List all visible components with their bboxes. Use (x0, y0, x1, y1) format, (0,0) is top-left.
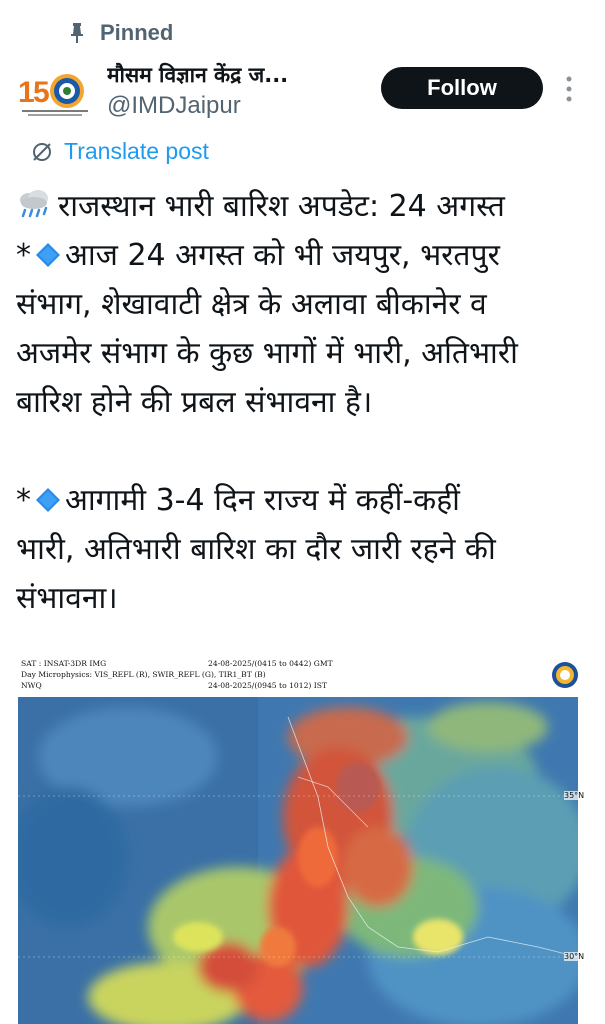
svg-text:5: 5 (33, 76, 50, 109)
post-line-text: आज 24 अगस्त को भी जयपुर, भरतपुर (65, 238, 500, 273)
follow-button[interactable]: Follow (381, 67, 543, 109)
post-line-text: आगामी 3-4 दिन राज्य में कहीं-कहीं (65, 483, 460, 518)
post-line: संभावना। (16, 581, 118, 616)
post-media-image[interactable] (18, 657, 590, 1024)
avatar[interactable] (18, 64, 94, 120)
post-text (16, 182, 596, 623)
author-handle[interactable]: @IMDJaipur (107, 92, 241, 119)
sat-caption-region: NWQ (21, 681, 42, 690)
asterisk: * (16, 238, 31, 273)
pinned-indicator (70, 16, 173, 50)
sat-caption-product: Day Microphysics: VIS_REFL (R), SWIR_REFL (G), TIR1_BT (B) (21, 670, 266, 679)
post-line: अजमेर संभाग के कुछ भागों में भारी, अतिभारी (16, 336, 518, 371)
cloud-rain-icon (16, 188, 52, 220)
imd-logo-icon (550, 659, 580, 691)
pinned-label: Pinned (100, 20, 174, 45)
satellite-map (18, 697, 590, 1024)
post-line-text: राजस्थान भारी बारिश अपडेट: 24 अगस्त (58, 189, 505, 224)
blue-diamond-icon (35, 242, 61, 268)
post-line (16, 476, 596, 525)
author-display-name[interactable]: मौसम विज्ञान केंद्र ज... (107, 63, 289, 87)
blue-diamond-icon (35, 487, 61, 513)
latitude-label-30: 30°N (564, 952, 585, 961)
post-line: भारी, अतिभारी बारिश का दौर जारी रहने की (16, 532, 496, 567)
translate-post-link[interactable] (30, 138, 209, 165)
translate-icon (30, 140, 54, 164)
sat-caption-time-gmt: 24-08-2025/(0415 to 0442) GMT (208, 659, 333, 668)
sat-caption-time-ist: 24-08-2025/(0945 to 1012) IST (208, 681, 328, 690)
post-line: बारिश होने की प्रबल संभावना है। (16, 385, 373, 420)
pin-icon (70, 22, 84, 44)
svg-text:1: 1 (18, 76, 35, 109)
post-line (16, 182, 596, 231)
satellite-caption (18, 657, 590, 695)
asterisk: * (16, 483, 31, 518)
post-line: संभाग, शेखावाटी क्षेत्र के अलावा बीकानेर व (16, 287, 487, 322)
sat-caption-line: SAT : INSAT-3DR IMG (21, 659, 107, 668)
more-options-icon[interactable] (564, 74, 574, 104)
post-line (16, 231, 596, 280)
translate-label: Translate post (64, 138, 209, 164)
latitude-label-35: 35°N (564, 791, 585, 800)
